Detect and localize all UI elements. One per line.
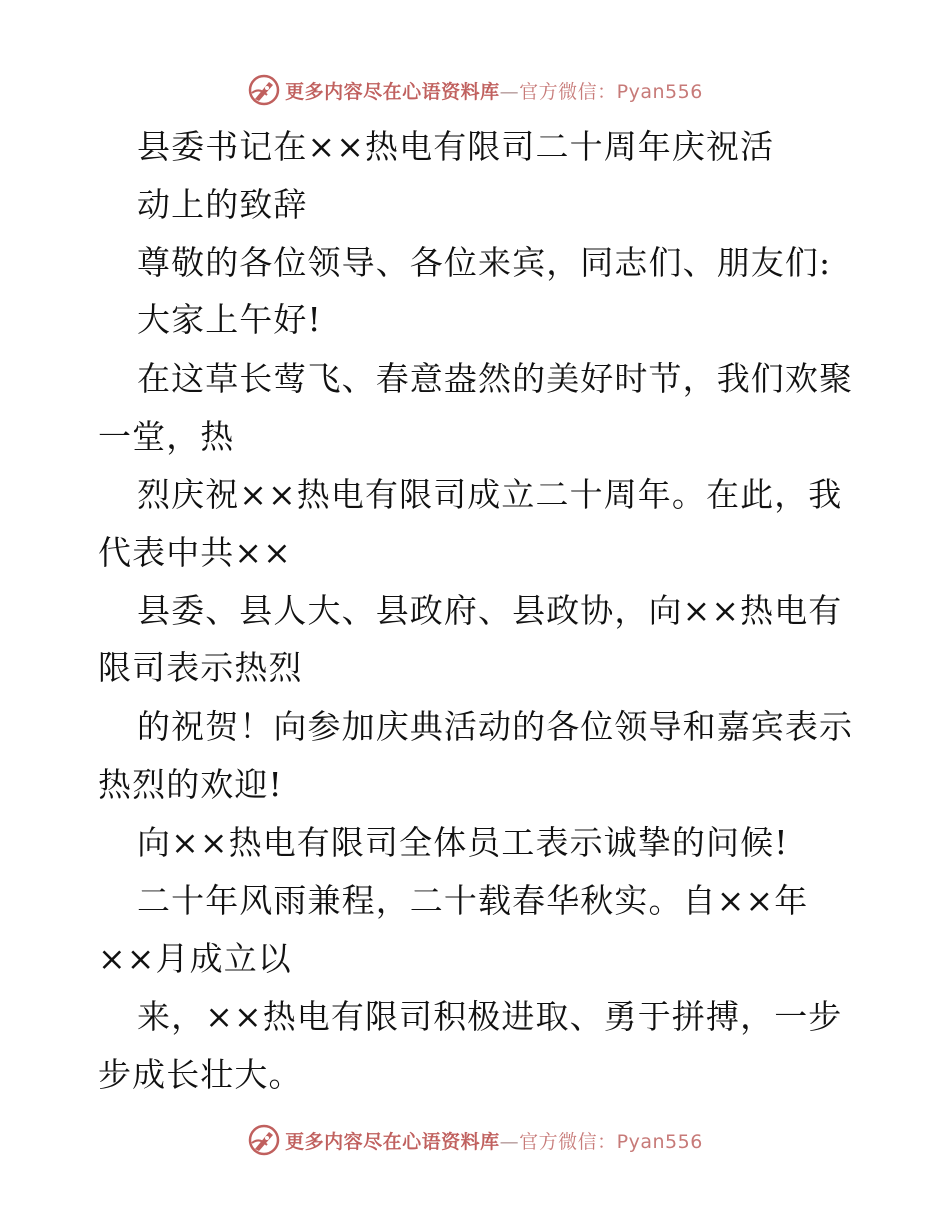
title-line-1: 县委书记在××热电有限司二十周年庆祝活 (137, 127, 775, 166)
pen-nib-logo-icon (247, 1123, 281, 1157)
footer-watermark-banner (0, 1120, 950, 1160)
watermark-separator: — (499, 80, 520, 103)
paragraph-line: 限司表示热烈 (98, 648, 303, 687)
watermark-contact: 官方微信：Pyan556 (519, 1130, 703, 1153)
paragraph-line: 烈庆祝××热电有限司成立二十周年。在此，我 (137, 475, 843, 514)
paragraph-line: ××月成立以 (98, 939, 292, 978)
paragraph-line: 向××热电有限司全体员工表示诚挚的问候! (137, 823, 789, 862)
greeting-line: 大家上午好! (137, 300, 322, 339)
watermark-brand: 更多内容尽在心语资料库 (285, 1130, 500, 1153)
salutation-line: 尊敬的各位领导、各位来宾，同志们、朋友们: (137, 243, 832, 282)
paragraph-line: 的祝贺！向参加庆典活动的各位领导和嘉宾表示 (137, 707, 854, 746)
paragraph-line: 县委、县人大、县政府、县政协，向××热电有 (137, 591, 843, 630)
watermark-brand: 更多内容尽在心语资料库 (285, 80, 500, 103)
watermark-separator: — (499, 1130, 520, 1153)
paragraph-line: 热烈的欢迎! (98, 765, 283, 804)
paragraph-line: 在这草长莺飞、春意盎然的美好时节，我们欢聚 (137, 359, 854, 398)
paragraph-line: 一堂，热 (98, 417, 235, 456)
paragraph-line: 二十年风雨兼程，二十载春华秋实。自××年 (137, 881, 809, 920)
watermark-text (285, 1127, 703, 1154)
paragraph-line: 来，××热电有限司积极进取、勇于拼搏，一步 (137, 997, 843, 1036)
watermark-contact: 官方微信：Pyan556 (519, 80, 703, 103)
paragraph-line: 步成长壮大。 (98, 1055, 303, 1094)
paragraph-line: 代表中共×× (98, 533, 292, 572)
title-line-2: 动上的致辞 (137, 185, 308, 224)
